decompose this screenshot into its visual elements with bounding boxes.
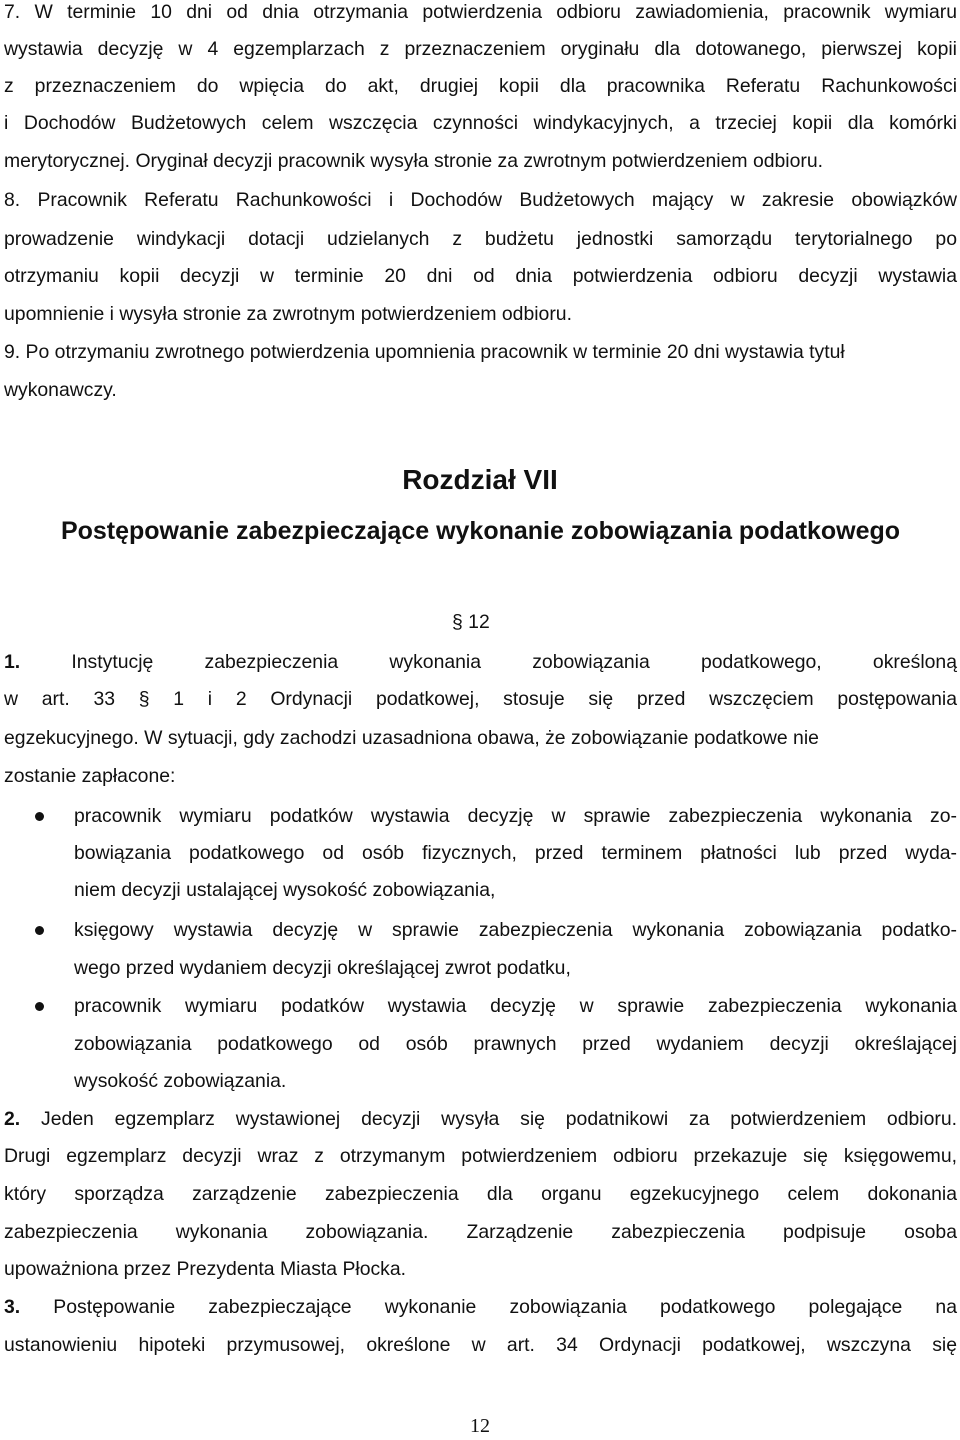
point-number: 1. [4, 651, 21, 673]
paragraph-line: zabezpieczenia wykonania zobowiązania. Zarządzenie zabezpieczenia podpisuje osoba [4, 1221, 957, 1243]
point-text: Postępowanie zabezpieczające wykonanie zobowiązania podatkowego polegające na [53, 1296, 958, 1318]
paragraph-line: 7. W terminie 10 dni od dnia otrzymania potwierdzenia odbioru zawiadomienia, pracownik wymiaru [4, 1, 957, 23]
bullet-icon [35, 1002, 44, 1011]
chapter-subtitle: Postępowanie zabezpieczające wykonanie zobowiązania podatkowego [60, 517, 901, 545]
paragraph-line: otrzymaniu kopii decyzji w terminie 20 dni od dnia potwierdzenia odbioru decyzji wystawia [4, 265, 957, 287]
list-item-line: niem decyzji ustalającej wysokość zobowiązania, [74, 879, 496, 901]
list-item-line: księgowy wystawia decyzję w sprawie zabezpieczenia wykonania zobowiązania podatko- [74, 919, 957, 941]
paragraph-line: z przeznaczeniem do wpięcia do akt, drugiej kopii dla pracownika Referatu Rachunkowości [4, 75, 957, 97]
point-number: 2. [4, 1108, 21, 1130]
bullet-icon [35, 926, 44, 935]
list-item-line: wysokość zobowiązania. [74, 1070, 287, 1092]
bullet-icon [35, 812, 44, 821]
paragraph-line: upoważniona przez Prezydenta Miasta Płocka. [4, 1258, 407, 1280]
point-number: 3. [4, 1296, 21, 1318]
paragraph-line [4, 650, 957, 674]
paragraph-line: prowadzenie windykacji dotacji udzielanych z budżetu jednostki samorządu terytorialnego po [4, 228, 957, 250]
paragraph-line: egzekucyjnego. W sytuacji, gdy zachodzi uzasadniona obawa, że zobowiązanie podatkowe nie [4, 727, 819, 749]
paragraph-line: i Dochodów Budżetowych celem wszczęcia czynności windykacyjnych, a trzeciej kopii dla komórki [4, 112, 957, 134]
paragraph-line: zostanie zapłacone: [4, 765, 176, 787]
paragraph-line [4, 1295, 957, 1319]
list-item-line: bowiązania podatkowego od osób fizycznych, przed terminem płatności lub przed wyda- [74, 842, 957, 864]
chapter-title: Rozdział VII [402, 464, 558, 495]
point-text: Instytucję zabezpieczenia wykonania zobowiązania podatkowego, określoną [71, 651, 957, 673]
paragraph-line: ustanowieniu hipoteki przymusowej, określone w art. 34 Ordynacji podatkowej, wszczyna się [4, 1334, 957, 1356]
paragraph-line: wykonawczy. [4, 379, 117, 401]
paragraph-line: wystawia decyzję w 4 egzemplarzach z przeznaczeniem oryginału dla dotowanego, pierwszej kopii [4, 38, 957, 60]
point-text: Jeden egzemplarz wystawionej decyzji wysyła się podatnikowi za potwierdzeniem odbioru. [41, 1108, 957, 1130]
page-number: 12 [470, 1415, 490, 1437]
list-item-line: wego przed wydaniem decyzji określającej zwrot podatku, [74, 957, 571, 979]
paragraph-line [4, 1107, 957, 1131]
paragraph-line: Drugi egzemplarz decyzji wraz z otrzymanym potwierdzeniem odbioru przekazuje się księgowemu, [4, 1145, 957, 1167]
list-item-line: pracownik wymiaru podatków wystawia decyzję w sprawie zabezpieczenia wykonania [74, 995, 957, 1017]
paragraph-line: który sporządza zarządzenie zabezpieczenia dla organu egzekucyjnego celem dokonania [4, 1183, 957, 1205]
paragraph-line: w art. 33 § 1 i 2 Ordynacji podatkowej, stosuje się przed wszczęciem postępowania [4, 688, 957, 710]
section-mark: § 12 [452, 611, 490, 633]
list-item-line: pracownik wymiaru podatków wystawia decyzję w sprawie zabezpieczenia wykonania zo- [74, 805, 957, 827]
paragraph-line: 8. Pracownik Referatu Rachunkowości i Dochodów Budżetowych mający w zakresie obowiązków [4, 189, 957, 211]
paragraph-line: 9. Po otrzymaniu zwrotnego potwierdzenia upomnienia pracownik w terminie 20 dni wystawia tytuł [4, 341, 845, 363]
paragraph-line: merytorycznej. Oryginał decyzji pracownik wysyła stronie za zwrotnym potwierdzeniem odbioru. [4, 150, 824, 172]
paragraph-line: upomnienie i wysyła stronie za zwrotnym potwierdzeniem odbioru. [4, 303, 572, 325]
list-item-line: zobowiązania podatkowego od osób prawnych przed wydaniem decyzji określającej [74, 1033, 957, 1055]
